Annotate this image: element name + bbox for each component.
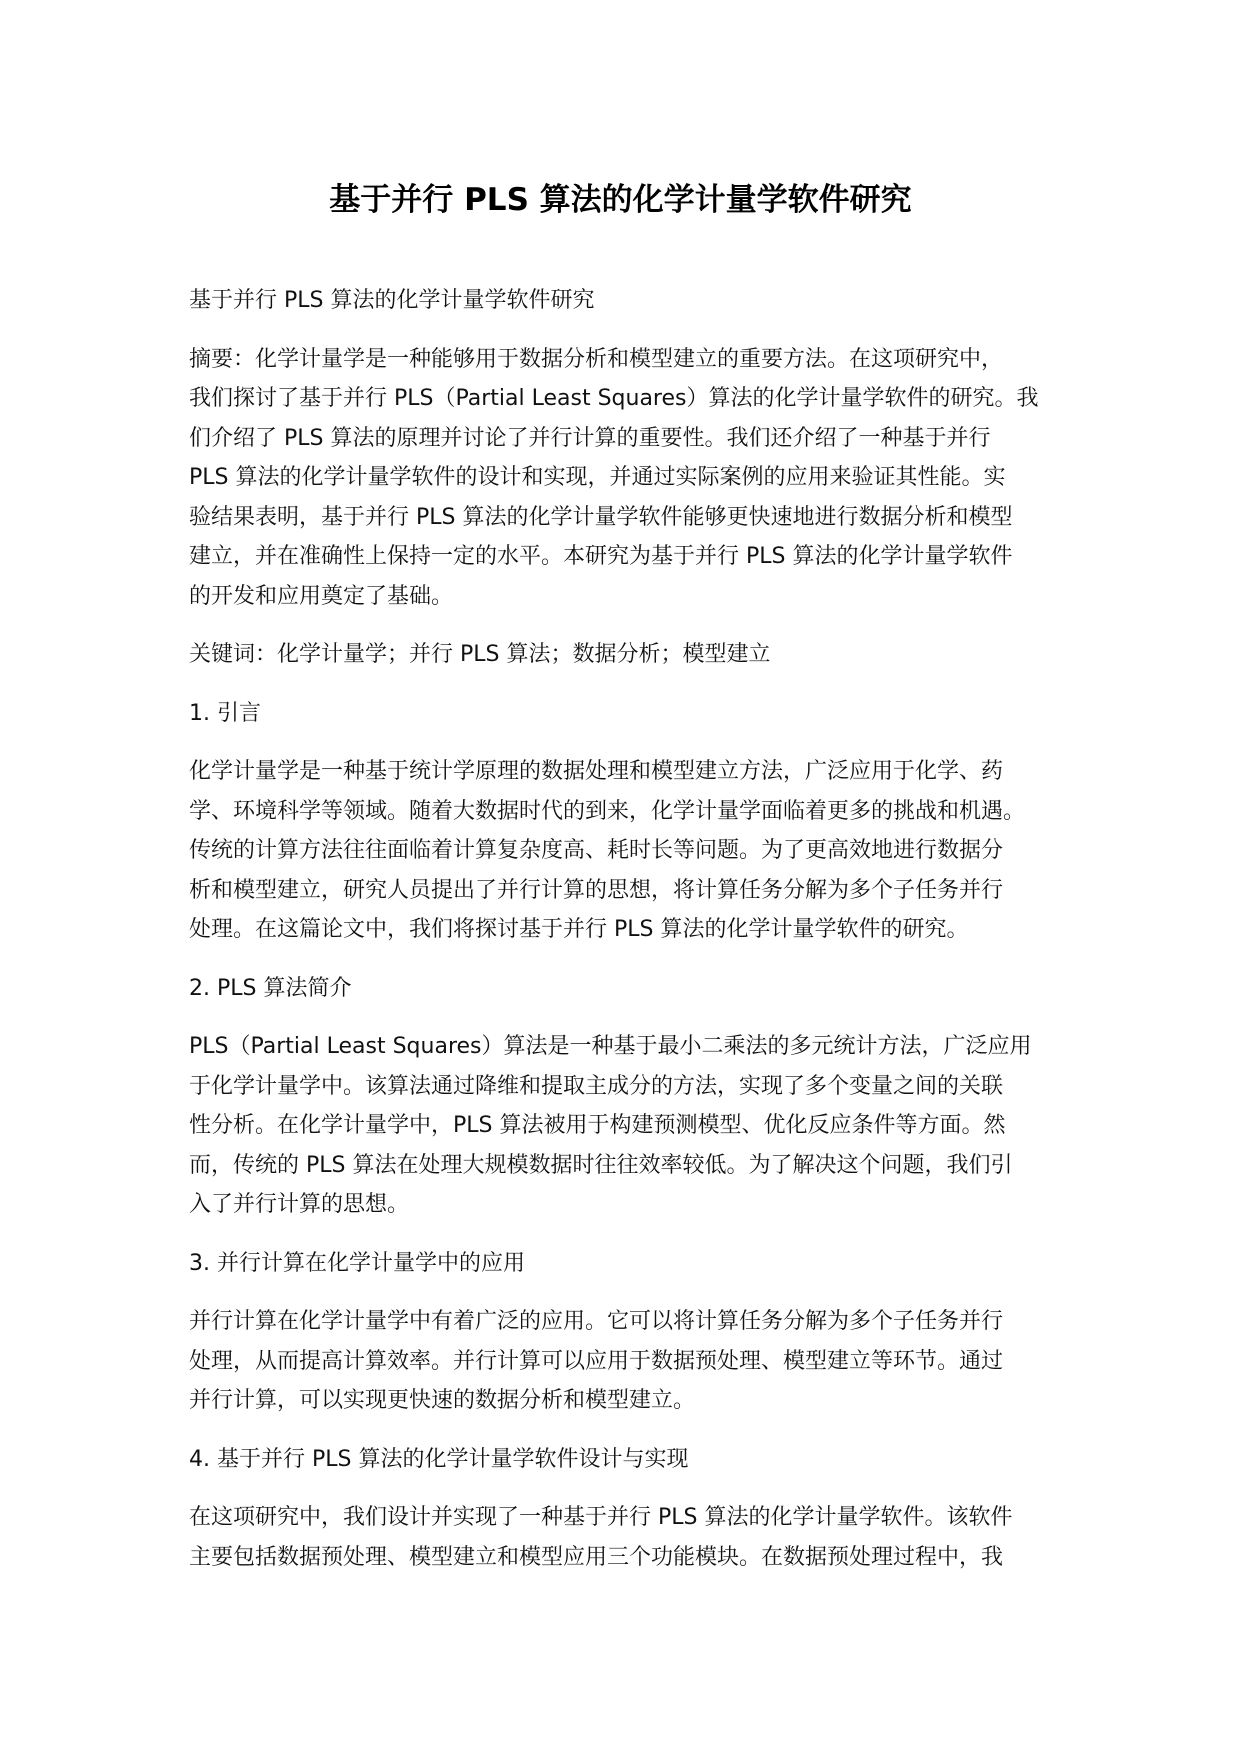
keywords: 关键词：化学计量学；并行 PLS 算法；数据分析；模型建立: [189, 642, 771, 667]
section-heading-introduction: 1. 引言: [189, 700, 261, 726]
paragraph-line: 主要包括数据预处理、模型建立和模型应用三个功能模块。在数据预处理过程中，我: [189, 1544, 1004, 1570]
abstract-line: 摘要：化学计量学是一种能够用于数据分析和模型建立的重要方法。在这项研究中，: [189, 346, 1004, 372]
paragraph-line: 并行计算在化学计量学中有着广泛的应用。它可以将计算任务分解为多个子任务并行: [189, 1309, 1004, 1334]
paragraph-line: 在这项研究中，我们设计并实现了一种基于并行 PLS 算法的化学计量学软件。该软件: [189, 1505, 1013, 1530]
paragraph-line: 性分析。在化学计量学中，PLS 算法被用于构建预测模型、优化反应条件等方面。然: [189, 1113, 1006, 1138]
abstract-line: 们介绍了 PLS 算法的原理并讨论了并行计算的重要性。我们还介绍了一种基于并行: [189, 425, 991, 451]
paragraph-line: PLS（Partial Least Squares）算法是一种基于最小二乘法的多元统计方法，广泛应用: [189, 1034, 1032, 1059]
section-paragraph-introduction: [189, 752, 1059, 950]
abstract-line: 的开发和应用奠定了基础。: [189, 583, 454, 609]
section-heading-parallel: 3. 并行计算在化学计量学中的应用: [189, 1250, 525, 1276]
paragraph-line: 入了并行计算的思想。: [189, 1192, 410, 1217]
paragraph-line: 处理，从而提高计算效率。并行计算可以应用于数据预处理、模型建立等环节。通过: [189, 1348, 1004, 1374]
paragraph-line: 于化学计量学中。该算法通过降维和提取主成分的方法，实现了多个变量之间的关联: [189, 1073, 1004, 1099]
paragraph-line: 而，传统的 PLS 算法在处理大规模数据时往往效率较低。为了解决这个问题，我们引: [189, 1152, 1013, 1178]
paragraph-line: 化学计量学是一种基于统计学原理的数据处理和模型建立方法，广泛应用于化学、药: [189, 759, 1004, 784]
abstract-line: 我们探讨了基于并行 PLS（Partial Least Squares）算法的化学计量学软件的研究。我: [189, 386, 1039, 411]
paragraph-line: 处理。在这篇论文中，我们将探讨基于并行 PLS 算法的化学计量学软件的研究。: [189, 917, 969, 942]
document-body: [189, 281, 1059, 1596]
paragraph-line: 学、环境科学等领域。随着大数据时代的到来，化学计量学面临着更多的挑战和机遇。: [189, 798, 1026, 824]
abstract-line: 验结果表明，基于并行 PLS 算法的化学计量学软件能够更快速地进行数据分析和模型: [189, 504, 1013, 530]
abstract-paragraph: [189, 340, 1059, 617]
section-paragraph-parallel: [189, 1302, 1059, 1421]
document-title: 基于并行 PLS 算法的化学计量学软件研究: [329, 182, 912, 218]
abstract-line: 建立，并在准确性上保持一定的水平。本研究为基于并行 PLS 算法的化学计量学软件: [189, 544, 1013, 569]
section-heading-pls: 2. PLS 算法简介: [189, 975, 352, 1001]
paragraph-line: 析和模型建立，研究人员提出了并行计算的思想，将计算任务分解为多个子任务并行: [189, 877, 1004, 903]
paragraph-line: 并行计算，可以实现更快速的数据分析和模型建立。: [189, 1388, 696, 1413]
document-subtitle: 基于并行 PLS 算法的化学计量学软件研究: [189, 288, 595, 313]
paragraph-line: 传统的计算方法往往面临着计算复杂度高、耗时长等问题。为了更高效地进行数据分: [189, 838, 1004, 863]
section-paragraph-pls: [189, 1027, 1059, 1225]
section-heading-software: 4. 基于并行 PLS 算法的化学计量学软件设计与实现: [189, 1446, 689, 1472]
section-paragraph-software: [189, 1498, 1059, 1577]
abstract-line: PLS 算法的化学计量学软件的设计和实现，并通过实际案例的应用来验证其性能。实: [189, 465, 1006, 490]
